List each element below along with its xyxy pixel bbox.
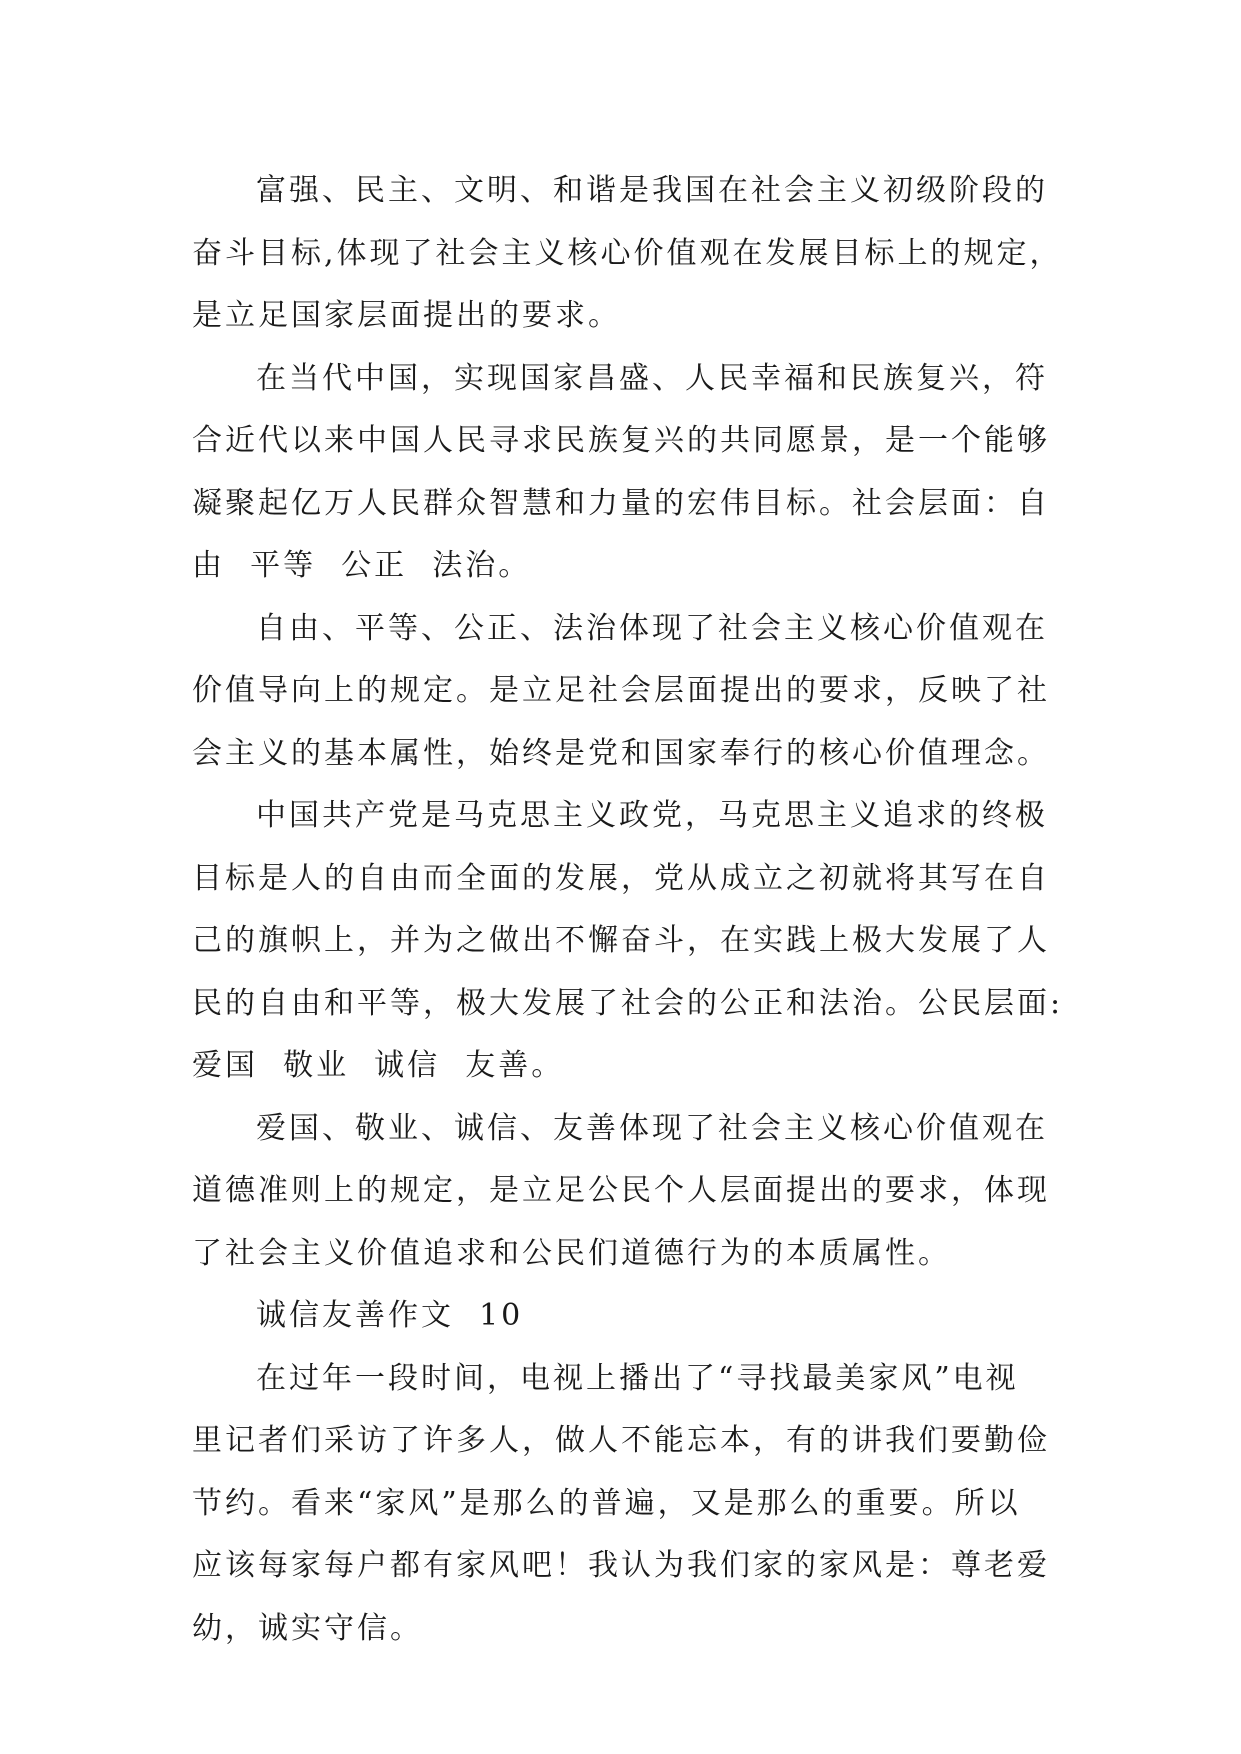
text-line: 节约。看来“家风”是那么的普遍，又是那么的重要。所以	[192, 1485, 1021, 1521]
text-line: 凝聚起亿万人民群众智慧和力量的宏伟目标。社会层面：自	[192, 485, 1050, 521]
text-line: 幼，诚实守信。	[192, 1610, 423, 1646]
text-line: 应该每家每户都有家风吧！我认为我们家的家风是：尊老爱	[192, 1548, 1050, 1583]
text-line: 里记者们采访了许多人，做人不能忘本，有的讲我们要勤俭	[192, 1423, 1050, 1458]
text-line: 爱国 敬业 诚信 友善。	[192, 1048, 565, 1083]
text-line: 爱国、敬业、诚信、友善体现了社会主义核心价值观在	[256, 1110, 1048, 1146]
text-line: 是立足国家层面提出的要求。	[192, 298, 621, 333]
section-heading: 诚信友善作文 10	[256, 1298, 524, 1333]
text-line: 了社会主义价值追求和公民们道德行为的本质属性。	[192, 1235, 951, 1271]
text-line: 奋斗目标,体现了社会主义核心价值观在发展目标上的规定，	[192, 235, 1063, 271]
text-line: 富强、民主、文明、和谐是我国在社会主义初级阶段的	[256, 173, 1048, 208]
text-line: 道德准则上的规定，是立足公民个人层面提出的要求，体现	[192, 1173, 1050, 1208]
document-body	[192, 160, 1072, 1660]
text-line: 在过年一段时间，电视上播出了“寻找最美家风”电视	[256, 1360, 1019, 1396]
text-line: 在当代中国，实现国家昌盛、人民幸福和民族复兴，符	[256, 360, 1048, 396]
text-line: 己的旗帜上，并为之做出不懈奋斗，在实践上极大发展了人	[192, 923, 1050, 958]
text-line: 目标是人的自由而全面的发展，党从成立之初就将其写在自	[192, 860, 1050, 896]
text-line: 民的自由和平等，极大发展了社会的公正和法治。公民层面:	[192, 985, 1064, 1021]
text-line: 中国共产党是马克思主义政党，马克思主义追求的终极	[256, 798, 1048, 833]
text-line: 自由、平等、公正、法治体现了社会主义核心价值观在	[256, 610, 1048, 646]
text-line: 由 平等 公正 法治。	[192, 548, 532, 583]
text-line: 价值导向上的规定。是立足社会层面提出的要求，反映了社	[192, 673, 1050, 708]
text-line: 合近代以来中国人民寻求民族复兴的共同愿景，是一个能够	[192, 423, 1050, 458]
text-line: 会主义的基本属性，始终是党和国家奉行的核心价值理念。	[192, 735, 1050, 771]
